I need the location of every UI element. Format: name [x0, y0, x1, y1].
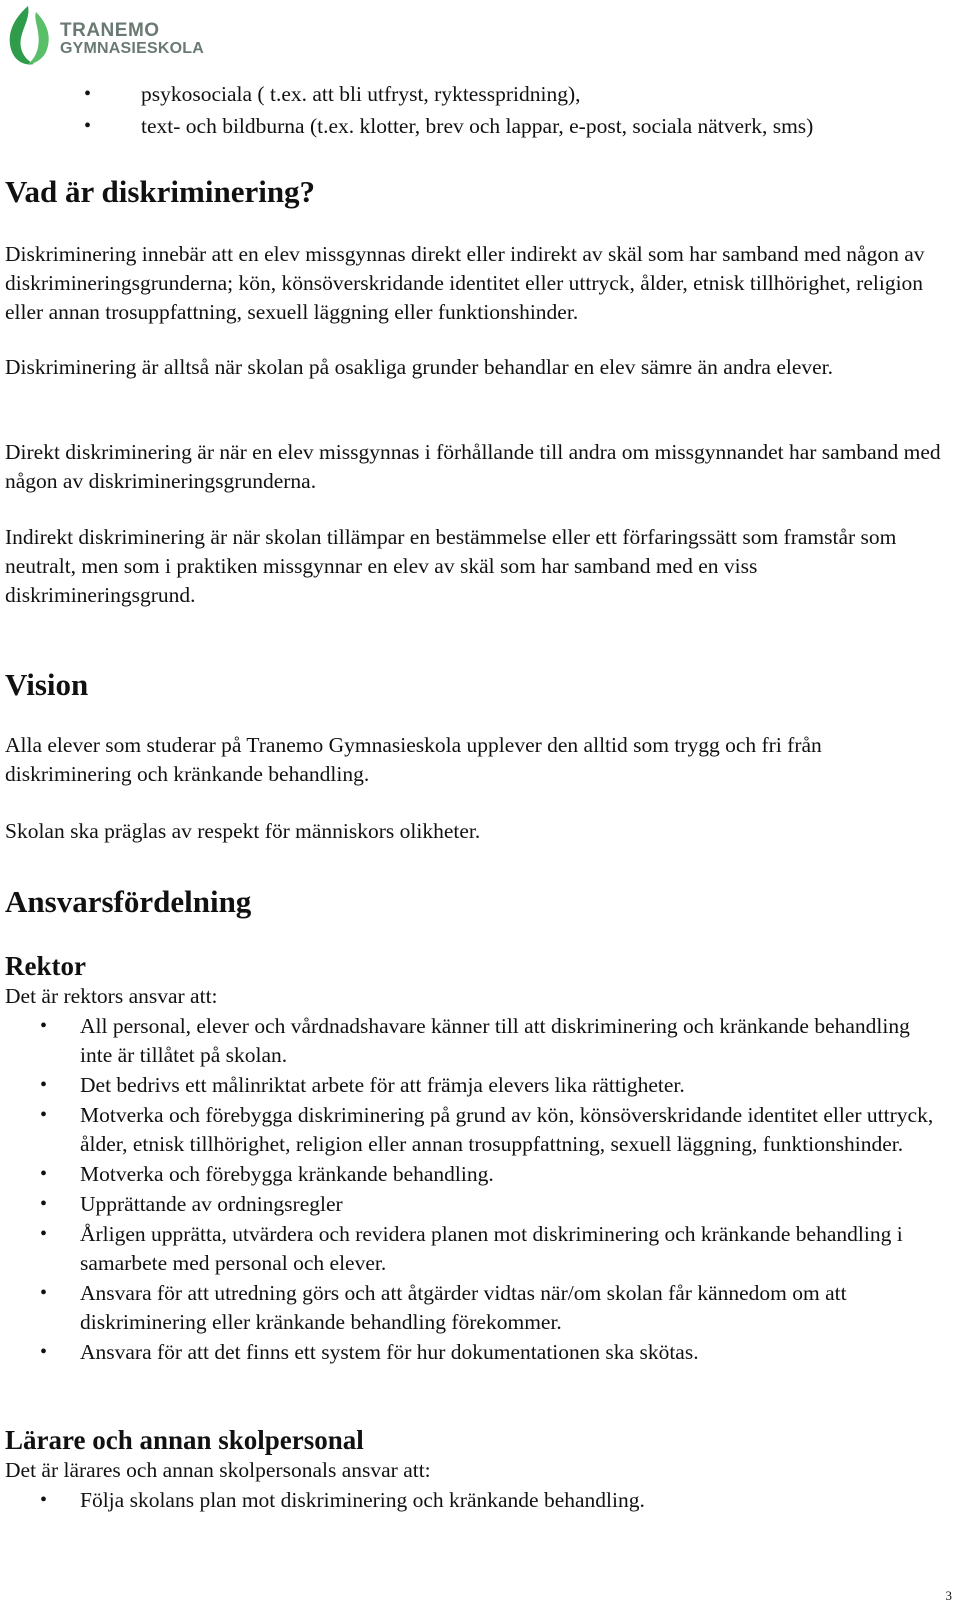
heading-larare: Lärare och annan skolpersonal [5, 1425, 364, 1455]
list-item: • psykosociala ( t.ex. att bli utfryst, ryktesspridning), [0, 78, 960, 110]
page-number: 3 [945, 1588, 952, 1603]
list-item: • Ansvara för att utredning görs och att åtgärder vidtas när/om skolan får kännedom om att diskriminering eller kränkande behandling förekommer. [0, 1279, 960, 1337]
paragraph: Diskriminering är alltså när skolan på osakliga grunder behandlar en elev sämre än andra elever. [5, 355, 834, 379]
paragraph: Indirekt diskriminering är när skolan tillämpar en bestämmelse eller ett förfaringssätt som framstår som neutralt, men som i praktiken missgynnar en elev av skäl som har samband med en viss diskrimineringsgrund. [5, 525, 897, 607]
leaf-logo-icon [4, 2, 60, 68]
logo-line-2: GYMNASIESKOLA [60, 40, 204, 57]
list-item: • All personal, elever och vårdnadshavare känner till att diskriminering och kränkande behandling inte är tillåtet på skolan. [0, 1012, 960, 1070]
heading-diskriminering: Vad är diskriminering? [5, 174, 316, 209]
paragraph: Alla elever som studerar på Tranemo Gymnasieskola upplever den alltid som trygg och fri från diskriminering och kränkande behandling. [5, 733, 822, 786]
list-item: • Motverka och förebygga kränkande behandling. [0, 1160, 960, 1189]
rektor-responsibility-list [0, 1012, 960, 1368]
heading-ansvarsfordelning: Ansvarsfördelning [5, 884, 252, 919]
list-item: • Motverka och förebygga diskriminering på grund av kön, könsöverskridande identitet eller uttryck, ålder, etnisk tillhörighet, religion eller annan trosuppfattning, sexuell läggning, funktionshinder. [0, 1101, 960, 1159]
heading-vision: Vision [5, 667, 89, 702]
school-logo [4, 2, 204, 68]
intro-bullet-list [0, 78, 960, 142]
list-item: • Följa skolans plan mot diskriminering och kränkande behandling. [0, 1486, 960, 1515]
larare-intro: Det är lärares och annan skolpersonals ansvar att: [5, 1458, 431, 1482]
list-item: • Det bedrivs ett målinriktat arbete för att främja elevers lika rättigheter. [0, 1071, 960, 1100]
larare-responsibility-list [0, 1486, 960, 1516]
rektor-intro: Det är rektors ansvar att: [5, 984, 218, 1008]
list-item: • Årligen upprätta, utvärdera och revidera planen mot diskriminering och kränkande behandling i samarbete med personal och elever. [0, 1220, 960, 1278]
paragraph: Direkt diskriminering är när en elev missgynnas i förhållande till andra om missgynnandet har samband med någon av diskrimineringsgrunderna. [5, 440, 941, 493]
list-item: • Upprättande av ordningsregler [0, 1190, 960, 1219]
paragraph: Skolan ska präglas av respekt för människors olikheter. [5, 819, 481, 843]
list-item: • text- och bildburna (t.ex. klotter, brev och lappar, e-post, sociala nätverk, sms) [0, 110, 960, 142]
heading-rektor: Rektor [5, 951, 86, 981]
logo-line-1: TRANEMO [60, 20, 160, 41]
list-item: • Ansvara för att det finns ett system för hur dokumentationen ska skötas. [0, 1338, 960, 1367]
paragraph: Diskriminering innebär att en elev missgynnas direkt eller indirekt av skäl som har samband med någon av diskrimineringsgrunderna; kön, könsöverskridande identitet eller uttryck, ålder, etnisk tillhörighet, religion eller annan trosuppfattning, sexuell läggning eller funktionshinder. [5, 242, 925, 324]
